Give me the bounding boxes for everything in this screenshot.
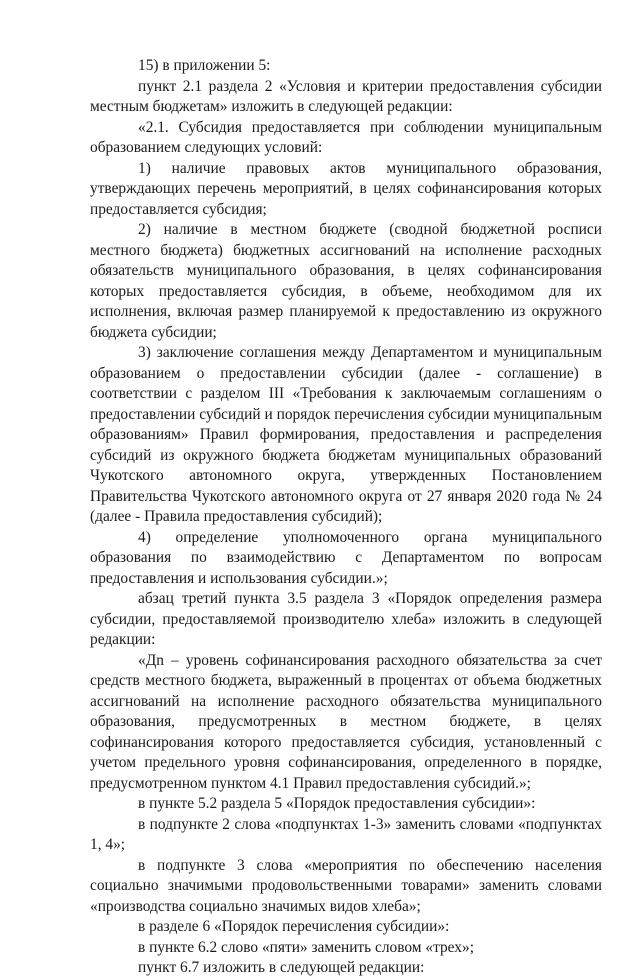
paragraph: в подпункте 3 слова «мероприятия по обеспечению населения социально значимыми продовольственными товарами» заменить словами «производства социально значимых видов хлеба»;: [90, 856, 602, 915]
paragraph: «Дn – уровень софинансирования расходного обязательства за счет средств местного бюджета, выраженный в процентах от объема бюджетных ассигнований на исполнение расходного обязательства муниципального образования, предусмотренных в местном бюджете, в целях софинансирования которого предоставляется субсидия, установленный с учетом предельного уровня софинансирования, определенного в порядке, предусмотренном пунктом 4.1 Правил предоставления субсидий.»;: [90, 651, 602, 792]
paragraph: 4) определение уполномоченного органа муниципального образования по взаимодействию с Департаментом по вопросам предоставления и использования субсидии.»;: [90, 528, 602, 587]
paragraph: 15) в приложении 5:: [138, 57, 271, 74]
paragraph: «2.1. Субсидия предоставляется при соблюдении муниципальным образованием следующих условий:: [90, 118, 602, 156]
paragraph: в пункте 5.2 раздела 5 «Порядок предоставления субсидии»:: [138, 795, 536, 812]
paragraph: в пункте 6.2 слово «пяти» заменить словом «трех»;: [138, 938, 474, 956]
paragraph: в разделе 6 «Порядок перечисления субсидии»:: [138, 918, 450, 935]
paragraph: 2) наличие в местном бюджете (сводной бюджетной росписи местного бюджета) бюджетных ассигнований на исполнение расходных обязательств муниципального образования, в целях софинансирования которых предоставляется субсидия, в объеме, необходимом для их исполнения, включая размер планируемой к предоставлению из окружного бюджета субсидии;: [90, 221, 602, 341]
paragraph: пункт 6.7 изложить в следующей редакции:: [138, 959, 425, 976]
paragraph: пункт 2.1 раздела 2 «Условия и критерии предоставления субсидии местным бюджетам» изложить в следующей редакции:: [90, 77, 602, 115]
paragraph: 3) заключение соглашения между Департаментом и муниципальным образованием о предоставлении субсидии (далее - соглашение) в соответствии с разделом III «Требования к заключаемым соглашениям о предоставлении субсидий и порядок перечисления субсидии муниципальным образованиям» Правил формирования, предоставления и распределения субсидий из окружного бюджета бюджетам муниципальных образований Чукотского автономного округа, утвержденных Постановлением Правительства Чукотского автономного округа от 27 января 2020 года № 24 (далее - Правила предоставления субсидий);: [90, 344, 602, 525]
paragraph: в подпункте 2 слова «подпунктах 1-3» заменить словами «подпунктах 1, 4»;: [90, 815, 602, 853]
paragraph: абзац третий пункта 3.5 раздела 3 «Порядок определения размера субсидии, предоставляемой производителю хлеба» изложить в следующей редакции:: [90, 590, 602, 648]
paragraph: 1) наличие правовых актов муниципального образования, утверждающих перечень мероприятий, в целях софинансирования которых предоставляется субсидия;: [90, 159, 602, 218]
